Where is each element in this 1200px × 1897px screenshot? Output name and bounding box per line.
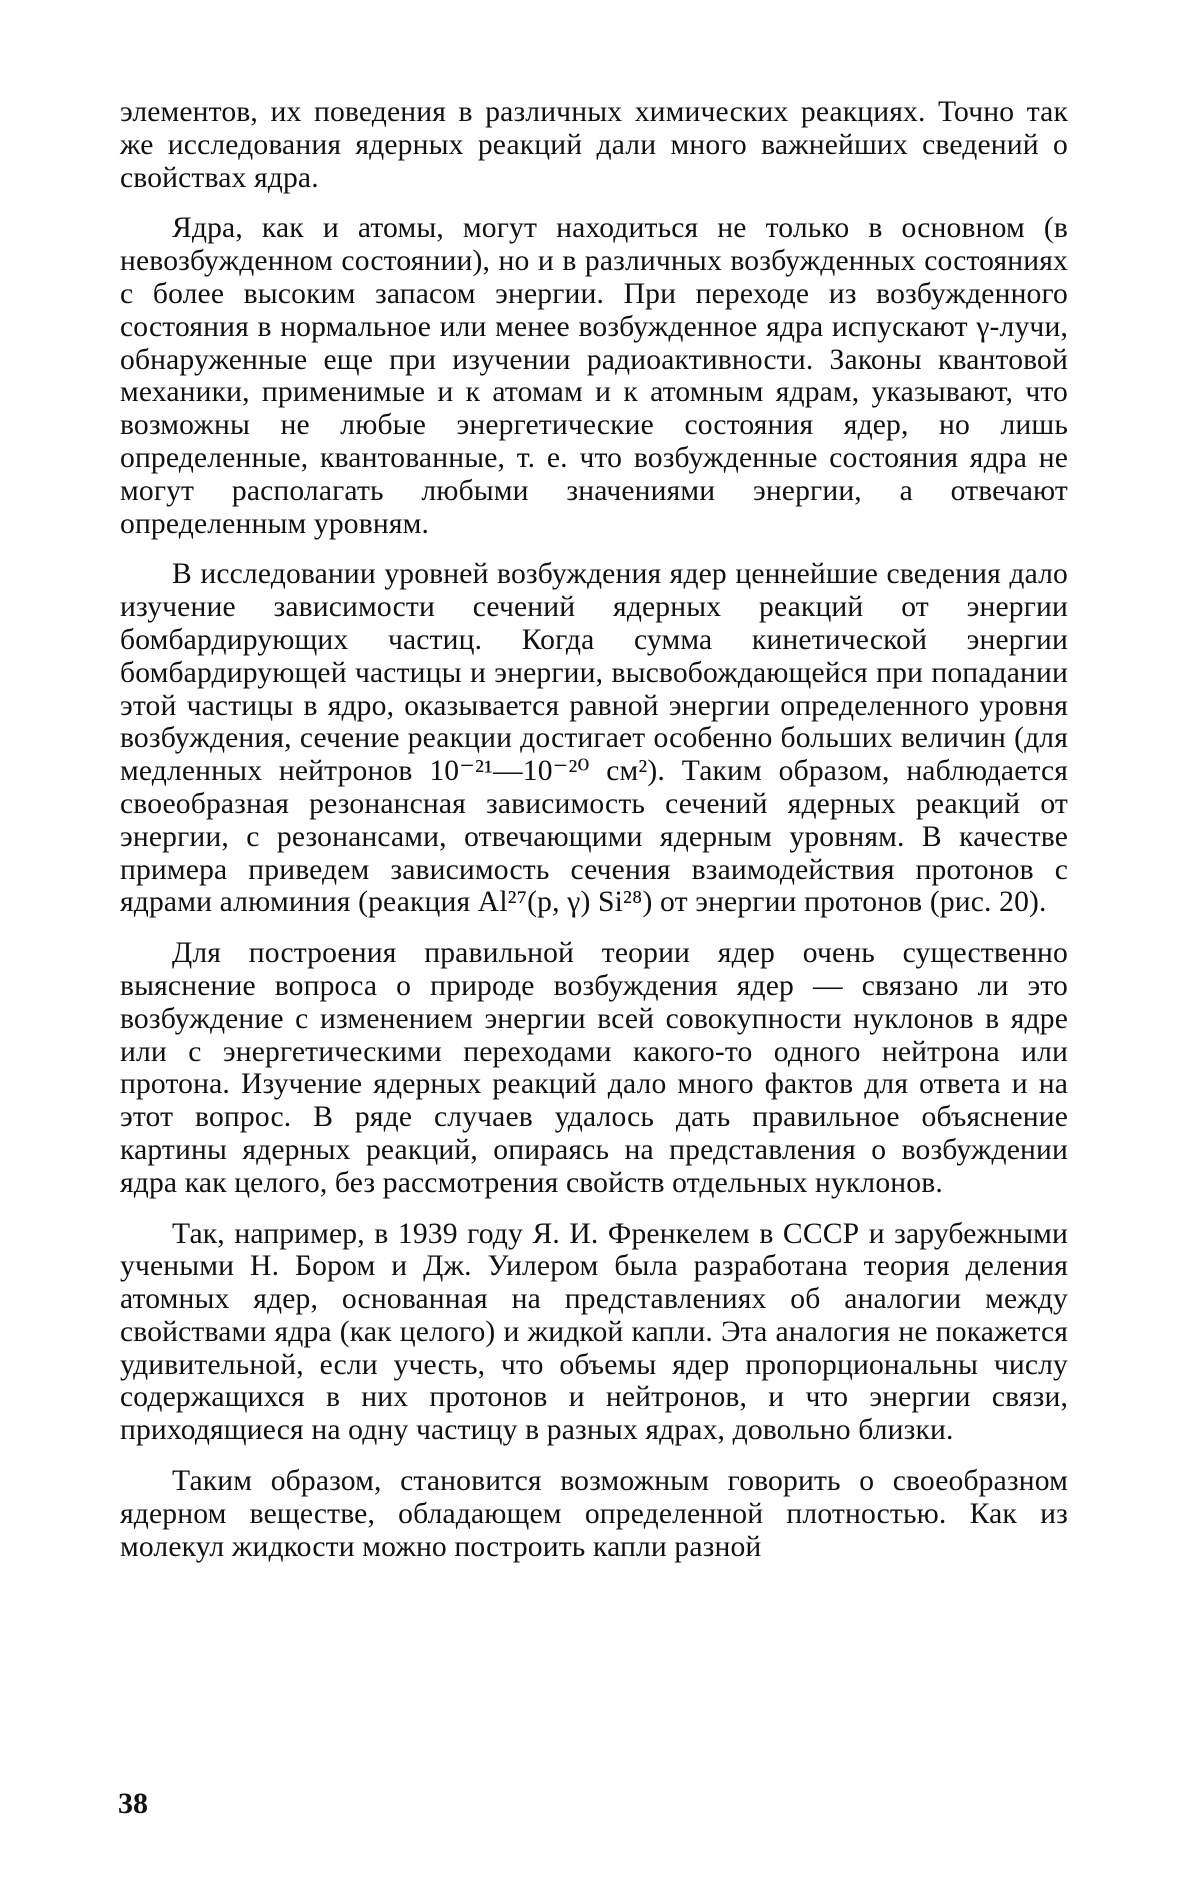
paragraph-5: Так, например, в 1939 году Я. И. Френкелем в СССР и зарубежными учеными Н. Бором и Дж. Уилером была разработана теория деления атомных ядер, основанная на представлениях об аналогии между свойствами ядра (как целого) и жидкой капли. Эта аналогия не покажется удивительной, если учесть, что объемы ядер пропорциональны числу содержащихся в них протонов и нейтронов, и что энергии связи, приходящиеся на одну частицу в разных ядрах, довольно близки. bbox=[120, 1217, 1068, 1447]
paragraph-1: элементов, их поведения в различных химических реакциях. Точно так же исследования ядерных реакций дали много важнейших сведений о свойствах ядра. bbox=[120, 96, 1068, 194]
page-number: 38 bbox=[118, 1787, 148, 1820]
paragraph-4: Для построения правильной теории ядер очень существенно выяснение вопроса о природе возбуждения ядер — связано ли это возбуждение с изменением энергии всей совокупности нуклонов в ядре или с энергетическими переходами какого-то одного нейтрона или протона. Изучение ядерных реакций дало много фактов для ответа и на этот вопрос. В ряде случаев удалось дать правильное объяснение картины ядерных реакций, опираясь на представления о возбуждении ядра как целого, без рассмотрения свойств отдельных нуклонов. bbox=[120, 937, 1068, 1199]
paragraph-2: Ядра, как и атомы, могут находиться не только в основном (в невозбужденном состоянии), но и в различных возбужденных состояниях с более высоким запасом энергии. При переходе из возбужденного состояния в нормальное или менее возбужденное ядра испускают γ-лучи, обнаруженные еще при изучении радиоактивности. Законы квантовой механики, применимые и к атомам и к атомным ядрам, указывают, что возможны не любые энергетические состояния ядер, но лишь определенные, квантованные, т. е. что возбужденные состояния ядра не могут располагать любыми значениями энергии, а отвечают определенным уровням. bbox=[120, 212, 1068, 540]
page-body bbox=[120, 96, 1068, 1581]
paragraph-6: Таким образом, становится возможным говорить о своеобразном ядерном веществе, обладающем определенной плотностью. Как из молекул жидкости можно построить капли разной bbox=[120, 1465, 1068, 1563]
paragraph-3: В исследовании уровней возбуждения ядер ценнейшие сведения дало изучение зависимости сечений ядерных реакций от энергии бомбардирующих частиц. Когда сумма кинетической энергии бомбардирующей частицы и энергии, высвобождающейся при попадании этой частицы в ядро, оказывается равной энергии определенного уровня возбуждения, сечение реакции достигает особенно больших величин (для медленных нейтронов 10⁻²¹—10⁻²⁰ см²). Таким образом, наблюдается своеобразная резонансная зависимость сечений ядерных реакций от энергии, с резонансами, отвечающими ядерным уровням. В качестве примера приведем зависимость сечения взаимодействия протонов с ядрами алюминия (реакция Al²⁷(p, γ) Si²⁸) от энергии протонов (рис. 20). bbox=[120, 558, 1068, 919]
